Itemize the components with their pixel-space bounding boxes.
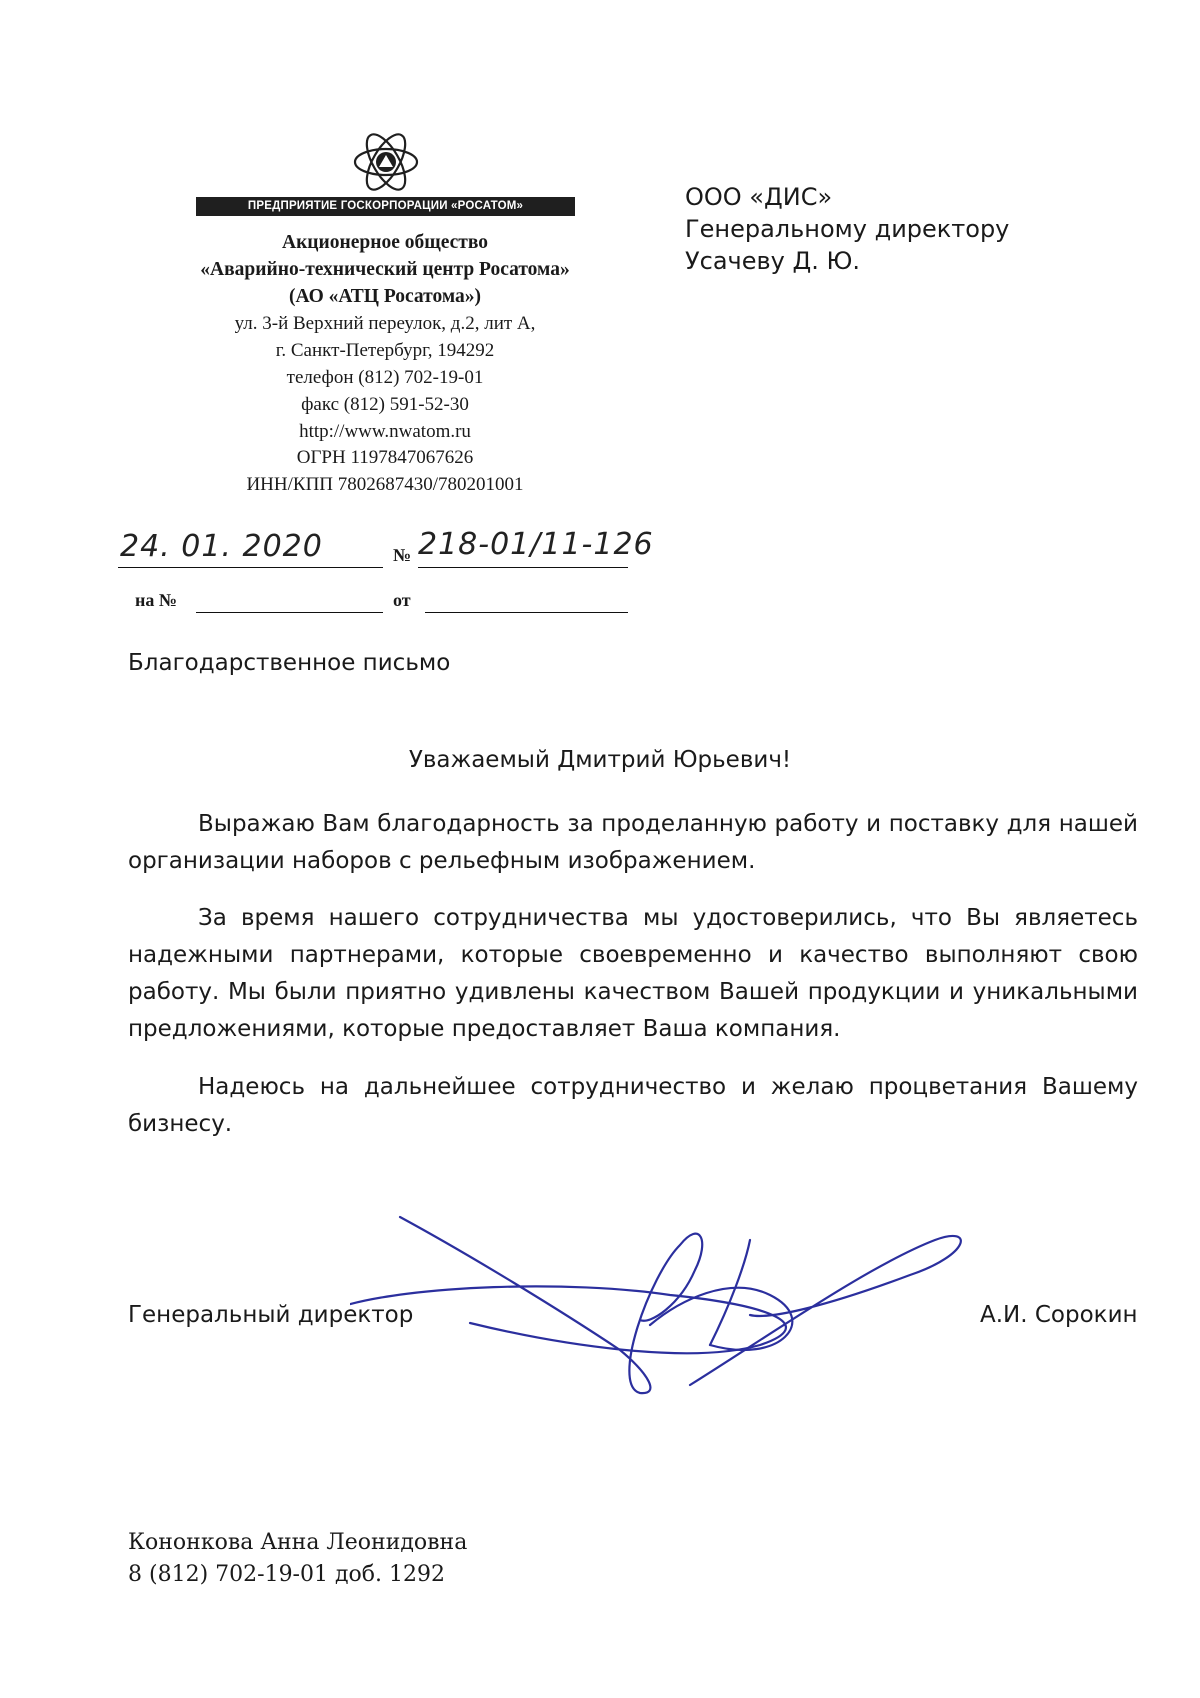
body-paragraph-3: [128, 1069, 1138, 1143]
paragraph-text: За время нашего сотрудничества мы удостоверились, что Вы являетесь надежными партнерами, которые своевременно и качество выполняют свою работу. Мы были приятно удивлены качеством Вашей продукции и уникальными предложениями, которые предоставляет Ваша компания.: [128, 905, 1138, 1042]
number-label: №: [393, 545, 412, 565]
letter-subject: Благодарственное письмо: [128, 650, 451, 676]
contact-phone: 8 (812) 702-19-01 доб. 1292: [128, 1562, 445, 1587]
org-address-street: ул. 3-й Верхний переулок, д.2, лит А,: [234, 313, 536, 334]
corporation-banner: ПРЕДПРИЯТИЕ ГОСКОРПОРАЦИИ «РОСАТОМ»: [196, 197, 575, 216]
org-name: «Аварийно-технический центр Росатома»: [200, 259, 570, 280]
reference-number-label: на №: [135, 590, 177, 610]
number-line: [418, 567, 628, 568]
body-paragraph-1: [128, 806, 1138, 880]
handwritten-signature: [350, 1215, 1010, 1405]
recipient-name: Усачеву Д. Ю.: [685, 247, 860, 275]
org-type: Акционерное общество: [281, 232, 489, 253]
recipient-position: Генеральному директору: [685, 215, 1010, 243]
rosatom-logo-icon: [352, 128, 420, 196]
org-address-city: г. Санкт-Петербург, 194292: [275, 340, 495, 361]
org-ogrn: ОГРН 1197847067626: [296, 447, 474, 468]
paragraph-text: Выражаю Вам благодарность за проделанную работу и поставку для нашей организации наборов с рельефным изображением.: [128, 811, 1138, 874]
org-fax: факс (812) 591-52-30: [301, 394, 469, 415]
org-short-name: (АО «АТЦ Росатома»): [289, 286, 481, 307]
reference-date-line: [425, 612, 628, 613]
reference-number-line: [196, 612, 383, 613]
letter-date: 24. 01. 2020: [120, 529, 323, 564]
date-line: [118, 567, 383, 568]
salutation: Уважаемый Дмитрий Юрьевич!: [408, 747, 792, 773]
contact-person: Кононкова Анна Леонидовна: [128, 1530, 468, 1555]
reference-date-label: от: [393, 590, 411, 610]
signatory-title: Генеральный директор: [128, 1302, 414, 1328]
signatory-name: А.И. Сорокин: [980, 1302, 1138, 1328]
recipient-company: ООО «ДИС»: [685, 183, 833, 211]
paragraph-text: Надеюсь на дальнейшее сотрудничество и желаю процветания Вашему бизнесу.: [128, 1074, 1138, 1137]
org-website: http://www.nwatom.ru: [299, 421, 471, 442]
org-phone: телефон (812) 702-19-01: [286, 367, 484, 388]
org-inn-kpp: ИНН/КПП 7802687430/780201001: [246, 474, 524, 495]
body-paragraph-2: [128, 900, 1138, 1048]
letter-number: 218-01/11-126: [418, 527, 654, 562]
